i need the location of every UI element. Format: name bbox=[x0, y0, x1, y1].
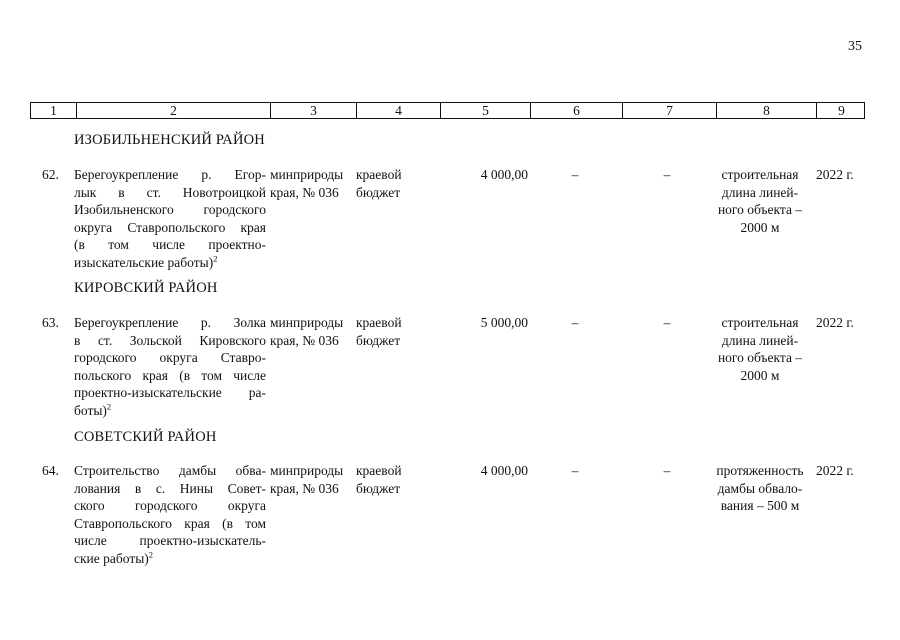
capacity bbox=[706, 462, 814, 515]
object-name-line: ского городского округа bbox=[74, 498, 266, 513]
capacity-line: 2000 м bbox=[740, 367, 780, 383]
column-6-value: – bbox=[571, 315, 579, 330]
column-7-value: – bbox=[663, 167, 671, 182]
object-name bbox=[74, 166, 266, 271]
object-name-line: Берегоукрепление р. Золка bbox=[74, 315, 266, 330]
object-name-line: лования в с. Нины Совет- bbox=[74, 480, 266, 496]
customer bbox=[270, 314, 354, 349]
capacity-line: длина линей- bbox=[721, 184, 799, 200]
year: 2022 г. bbox=[816, 463, 854, 478]
column-header-1: 1 bbox=[31, 103, 77, 118]
object-name-line: Строительство дамбы обва- bbox=[74, 463, 266, 478]
column-header-8: 8 bbox=[717, 103, 817, 118]
capacity bbox=[706, 166, 814, 236]
object-name-last-line bbox=[74, 550, 266, 568]
funding-source bbox=[356, 462, 412, 497]
capacity-line: протяженность bbox=[716, 463, 804, 478]
footnote-mark: 2 bbox=[106, 401, 112, 411]
funding-source-line: краевой bbox=[356, 167, 402, 182]
customer bbox=[270, 166, 354, 201]
object-name-last-line bbox=[74, 402, 266, 420]
row-number: 62. bbox=[42, 167, 59, 182]
footnote-mark: 2 bbox=[213, 253, 218, 263]
column-header-6: 6 bbox=[531, 103, 623, 118]
funding-source-line: краевой bbox=[356, 463, 402, 478]
object-name-line: Изобильненского городского bbox=[74, 202, 266, 217]
object-name-line: в ст. Зольской Кировского bbox=[74, 332, 266, 348]
row-number: 64. bbox=[42, 463, 59, 478]
column-header-3: 3 bbox=[271, 103, 357, 118]
object-name-line: польского края (в том числе bbox=[74, 367, 266, 383]
object-name-line: округа Ставропольского края bbox=[74, 219, 266, 235]
customer-line: минприроды bbox=[270, 167, 344, 182]
funding-source-line: бюджет bbox=[356, 184, 401, 200]
funding-source bbox=[356, 166, 412, 201]
column-header-9: 9 bbox=[838, 103, 845, 118]
column-header-2: 2 bbox=[77, 103, 271, 118]
column-7-value: – bbox=[663, 315, 671, 330]
capacity-line: ного объекта – bbox=[717, 202, 803, 217]
year: 2022 г. bbox=[816, 167, 854, 182]
object-name-line: городского округа Ставро- bbox=[74, 350, 266, 365]
object-name-line: числе проектно-изыскатель- bbox=[74, 533, 266, 548]
object-name-line: боты) bbox=[74, 402, 107, 418]
customer-line: минприроды bbox=[270, 463, 344, 478]
object-name-line: ские работы) bbox=[74, 550, 149, 566]
object-name bbox=[74, 462, 266, 567]
capacity-line: строительная bbox=[721, 315, 799, 330]
object-name-last-line bbox=[74, 254, 266, 272]
funding-source-line: бюджет bbox=[356, 332, 401, 348]
page-number: 35 bbox=[848, 39, 862, 54]
district-heading: СОВЕТСКИЙ РАЙОН bbox=[74, 429, 217, 445]
object-name-line: Берегоукрепление р. Егор- bbox=[74, 167, 266, 182]
column-header-4: 4 bbox=[357, 103, 441, 118]
object-name-line: изыскательские работы) bbox=[74, 254, 214, 270]
district-heading: ИЗОБИЛЬНЕНСКИЙ РАЙОН bbox=[74, 132, 265, 148]
footnote-mark: 2 bbox=[148, 549, 154, 559]
amount: 5 000,00 bbox=[480, 315, 528, 330]
column-header-7: 7 bbox=[623, 103, 717, 118]
customer-line: минприроды bbox=[270, 315, 344, 330]
customer-line: края, № 036 bbox=[270, 184, 339, 200]
customer-line: края, № 036 bbox=[270, 480, 339, 496]
object-name-line: лык в ст. Новотроицкой bbox=[74, 184, 266, 200]
object-name-line: (в том числе проектно- bbox=[74, 237, 266, 252]
capacity bbox=[706, 314, 814, 384]
column-6-value: – bbox=[571, 167, 579, 182]
column-7-value: – bbox=[663, 463, 671, 478]
funding-source-line: бюджет bbox=[356, 480, 401, 496]
amount: 4 000,00 bbox=[480, 463, 528, 478]
capacity-line: вания – 500 м bbox=[720, 498, 800, 513]
object-name-line: Ставропольского края (в том bbox=[74, 515, 266, 531]
capacity-line: ного объекта – bbox=[717, 350, 803, 365]
object-name-line: проектно-изыскательские ра- bbox=[74, 385, 266, 400]
capacity-line: дамбы обвало- bbox=[717, 480, 803, 496]
object-name bbox=[74, 314, 266, 419]
capacity-line: длина линей- bbox=[721, 332, 799, 348]
column-header-5: 5 bbox=[441, 103, 531, 118]
year: 2022 г. bbox=[816, 315, 854, 330]
funding-source bbox=[356, 314, 412, 349]
district-heading: КИРОВСКИЙ РАЙОН bbox=[74, 280, 218, 296]
customer bbox=[270, 462, 354, 497]
row-number: 63. bbox=[42, 315, 59, 330]
customer-line: края, № 036 bbox=[270, 332, 339, 348]
funding-source-line: краевой bbox=[356, 315, 402, 330]
column-6-value: – bbox=[571, 463, 579, 478]
capacity-line: строительная bbox=[721, 167, 799, 182]
capacity-line: 2000 м bbox=[740, 219, 780, 235]
amount: 4 000,00 bbox=[480, 167, 528, 182]
column-header-row bbox=[30, 102, 865, 119]
